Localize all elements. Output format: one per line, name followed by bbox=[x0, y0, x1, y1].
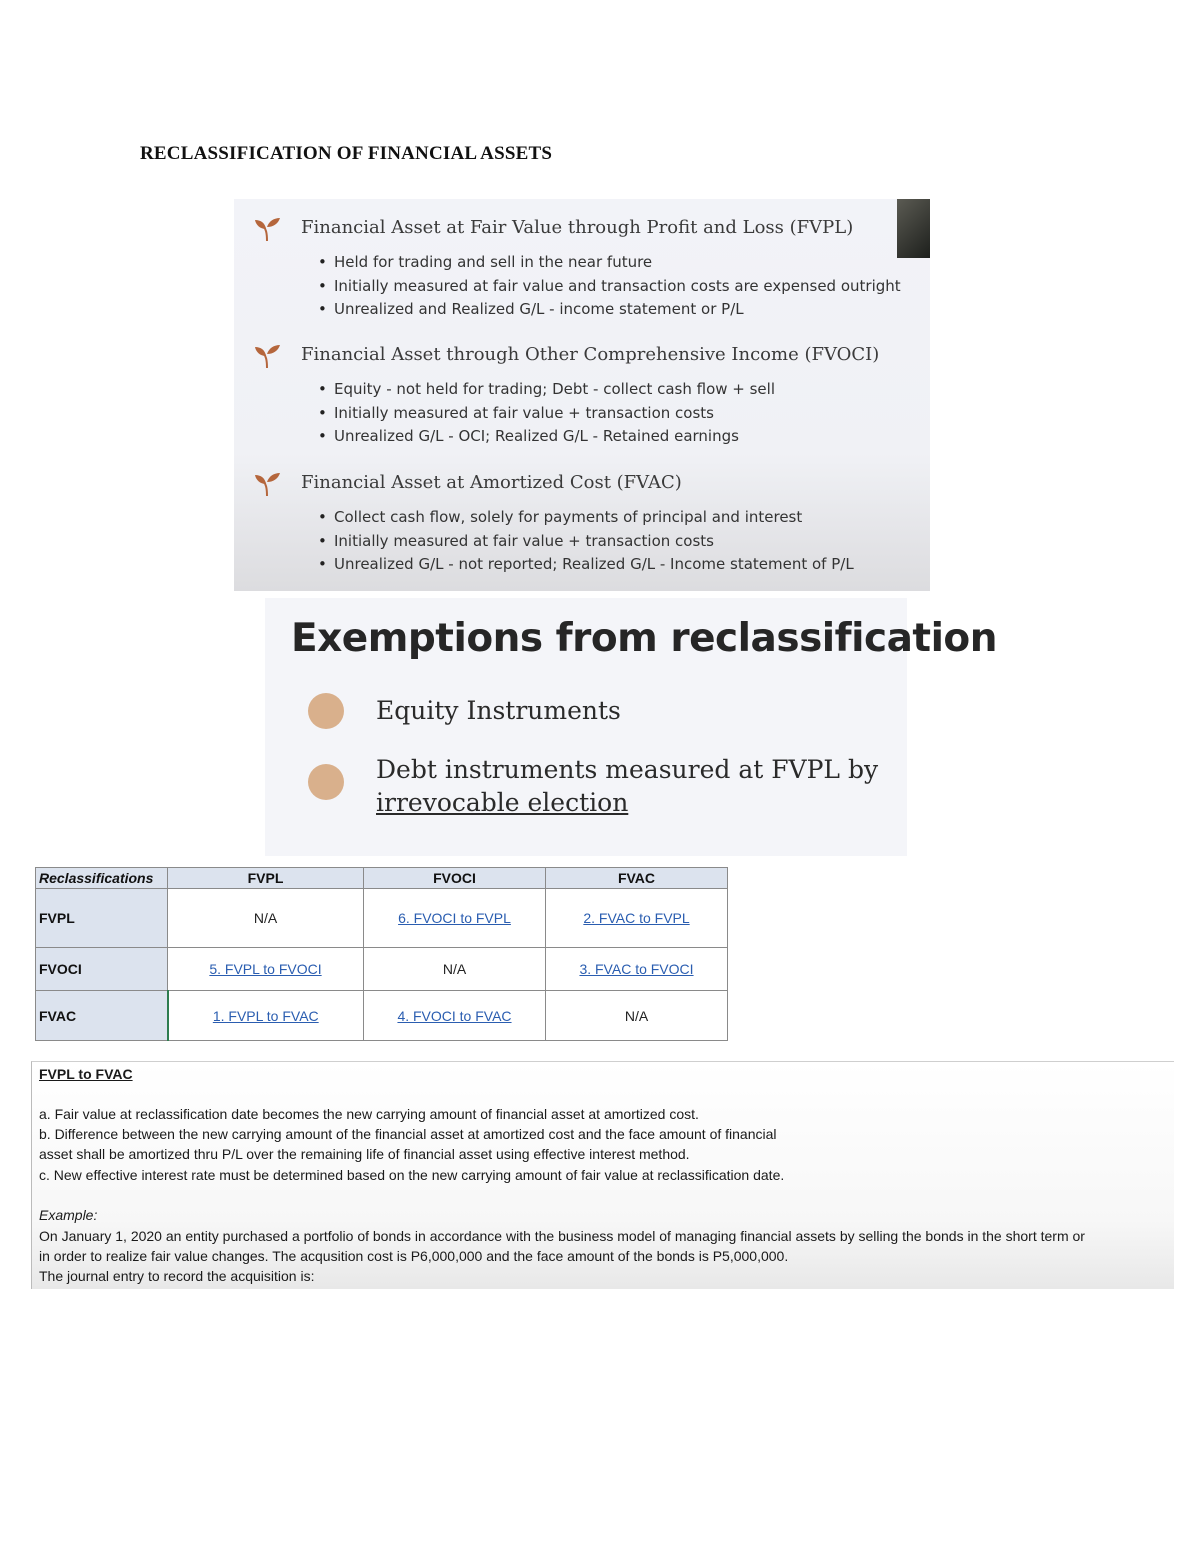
row-header: FVAC bbox=[36, 991, 168, 1041]
classification-slide bbox=[234, 199, 930, 591]
table-row bbox=[36, 948, 728, 991]
bullet-item: • Initially measured at fair value and transaction costs are expensed outright bbox=[334, 275, 901, 299]
leaf-icon bbox=[254, 470, 282, 498]
exemption-item-line: irrevocable election bbox=[376, 788, 629, 817]
table-cell bbox=[546, 889, 728, 948]
example-line: On January 1, 2020 an entity purchased a portfolio of bonds in accordance with the business model of managing financial assets by selling the bonds in the short term or bbox=[39, 1228, 1085, 1244]
notes-line: b. Difference between the new carrying amount of the financial asset at amortized cost and the face amount of financial bbox=[39, 1126, 777, 1142]
table-cell bbox=[546, 948, 728, 991]
bullet-dot-icon bbox=[308, 693, 344, 729]
bullet-item: • Unrealized and Realized G/L - income statement or P/L bbox=[334, 298, 901, 322]
leaf-icon bbox=[254, 342, 282, 370]
bullet-item: • Initially measured at fair value + transaction costs bbox=[334, 402, 775, 426]
reclass-link[interactable]: 2. FVAC to FVPL bbox=[583, 910, 690, 926]
column-header: FVPL bbox=[168, 868, 364, 889]
exemption-item bbox=[376, 753, 878, 819]
example-label: Example: bbox=[39, 1207, 98, 1223]
notes-line: asset shall be amortized thru P/L over the remaining life of financial asset using effective interest method. bbox=[39, 1146, 690, 1162]
section-title: Financial Asset at Fair Value through Profit and Loss (FVPL) bbox=[301, 217, 854, 238]
exemption-item: Equity Instruments bbox=[376, 696, 621, 725]
webcam-thumbnail bbox=[897, 199, 930, 258]
bullet-item: • Held for trading and sell in the near future bbox=[334, 251, 901, 275]
reclassification-table bbox=[35, 867, 728, 1041]
table-cell: N/A bbox=[364, 948, 546, 991]
bullet-list bbox=[334, 506, 854, 577]
table-cell bbox=[364, 889, 546, 948]
table-cell bbox=[168, 991, 364, 1041]
notes-panel bbox=[31, 1061, 1174, 1289]
column-header: FVAC bbox=[546, 868, 728, 889]
exemptions-title: Exemptions from reclassification bbox=[291, 616, 997, 661]
table-row bbox=[36, 991, 728, 1041]
section-title: Financial Asset at Amortized Cost (FVAC) bbox=[301, 472, 682, 493]
example-line: The journal entry to record the acquisition is: bbox=[39, 1268, 315, 1284]
row-header: FVPL bbox=[36, 889, 168, 948]
table-cell: N/A bbox=[546, 991, 728, 1041]
bullet-list bbox=[334, 251, 901, 322]
leaf-icon bbox=[254, 215, 282, 243]
page-title: RECLASSIFICATION OF FINANCIAL ASSETS bbox=[140, 143, 553, 164]
column-header: FVOCI bbox=[364, 868, 546, 889]
section-title: Financial Asset through Other Comprehensive Income (FVOCI) bbox=[301, 344, 880, 365]
exemptions-slide bbox=[265, 598, 997, 856]
notes-line: a. Fair value at reclassification date becomes the new carrying amount of financial asset at amortized cost. bbox=[39, 1106, 699, 1122]
table-cell bbox=[364, 991, 546, 1041]
bullet-list bbox=[334, 378, 775, 449]
reclass-link[interactable]: 4. FVOCI to FVAC bbox=[397, 1007, 512, 1024]
bullet-item: • Collect cash flow, solely for payments of principal and interest bbox=[334, 506, 854, 530]
notes-line: c. New effective interest rate must be determined based on the new carrying amount of fair value at reclassification date. bbox=[39, 1167, 785, 1183]
example-line: in order to realize fair value changes. The acqusition cost is P6,000,000 and the face amount of the bonds is P5,000,000. bbox=[39, 1248, 789, 1264]
table-cell bbox=[168, 948, 364, 991]
table-cell: N/A bbox=[168, 889, 364, 948]
table-row bbox=[36, 889, 728, 948]
row-header: FVOCI bbox=[36, 948, 168, 991]
bullet-item: • Equity - not held for trading; Debt - collect cash flow + sell bbox=[334, 378, 775, 402]
bullet-item: • Unrealized G/L - OCI; Realized G/L - Retained earnings bbox=[334, 425, 775, 449]
reclass-link[interactable]: 5. FVPL to FVOCI bbox=[209, 961, 322, 977]
exemption-item-line: Debt instruments measured at FVPL by bbox=[376, 755, 879, 784]
reclass-link[interactable]: 3. FVAC to FVOCI bbox=[579, 961, 694, 977]
bullet-item: • Initially measured at fair value + transaction costs bbox=[334, 530, 854, 554]
bullet-dot-icon bbox=[308, 764, 344, 800]
table-corner-header: Reclassifications bbox=[36, 868, 168, 889]
bullet-item: • Unrealized G/L - not reported; Realized G/L - Income statement of P/L bbox=[334, 553, 854, 577]
notes-title: FVPL to FVAC bbox=[39, 1066, 133, 1082]
reclass-link[interactable]: 1. FVPL to FVAC bbox=[212, 1007, 319, 1024]
reclass-link[interactable]: 6. FVOCI to FVPL bbox=[398, 910, 511, 926]
